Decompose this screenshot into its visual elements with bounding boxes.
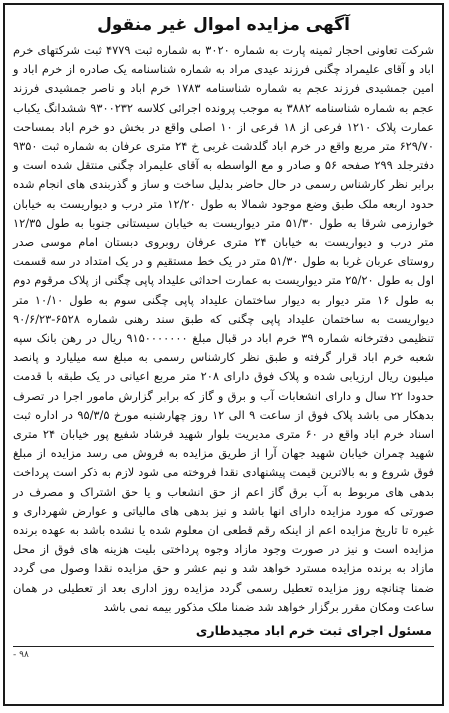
notice-body: شرکت تعاونی احجار ثمینه پارت به شماره ۳۰۲۰ به شماره ثبت ۴۷۷۹ ثبت شرکتهای خرم اباد و آقای علیمراد چگنی فرزند عیدی مراد به شماره شناسنامه یک صادره از خرم اباد و امین جمشیدی فرزند عجم به شماره شناسنامه ۱۷۸۳ خرم اباد و ناصر جمشیدی فرزند عجم به شماره شناسنامه ۳۸۸۲ به موجب پرونده اجرائی کلاسه ۹۳۰۰۲۳۲ ششدانگ یکباب عمارت پلاک ۱۲۱۰ فرعی از ۱۸ فرعی از ۱۰ اصلی واقع در بخش دو خرم اباد بمساحت ۶۲۹/۷۰ متر مربع واقع در خرم اباد گلدشت غربی خ ۲۴ متری عرفان به شماره ثبت ۹۳۵۰ دفترجلد ۲۹۹ صفحه ۵۶ و صادر و مع الواسطه به آقای علیمراد چگنی منتقل شده است و برابر نظر کارشناس رسمی در حال حاضر بدلیل ساخت و ساز و گذربندی های انجام شده حدود اربعه ملک طبق وضع موجود شمالا به طول ۱۲/۲۰ متر درب و دیواریست به خیابان خوارزمی شرقا به طول ۵۱/۳۰ متر دیواریست به خیابان سیستانی جنوبا به طول ۱۲/۳۵ متر درب و دیواریست به خیابان ۲۴ متری عرفان روبروی دبستان امام موسی صدر روستای عربان غربا به طول ۵۱/۳۰ متر در یک خط مستقیم و در یک امتداد در سه قسمت اول به طول ۲۵/۲۰ متر دیواریست به عمارت احداثی علیداد پاپی چگنی از پلاک مرقوم دوم به طول ۱۶ متر دیوار به دیوار ساختمان علیداد پاپی چگنی سوم به طول ۱۰/۱۰ متر دیواریست به ساختمان علیداد پاپی چگنی که طبق سند رهنی شماره ۶۵۲۸-۹۰/۶/۲۳ تنظیمی دفترخانه شماره ۳۹ خرم اباد در قبال مبلغ ۹۱۵۰۰۰۰۰۰۰ ریال در رهن بانک سپه شعبه خرم اباد قرار گرفته و طبق نظر کارشناس رسمی به مبلغ سه میلیارد و پانصد میلیون ریال ارزیابی شده و پلاک فوق دارای ۲۰۸ متر مربع اعیانی در یک طبقه با قدمت حدودا ۲۲ سال و دارای انشعابات آب و برق و گاز که برابر گزارش مامور اجرا در تصرف بدهکار می باشد پلاک فوق از ساعت ۹ الی ۱۲ روز چهارشنبه مورخ ۹۵/۳/۵ در اداره ثبت اسناد خرم اباد واقع در ۶۰ متری مدیریت بلوار شهید فرشاد شفیع پور خیابان ۲۴ متری شهید چمران خیابان شهید جهان آرا از طریق مزایده به فروش می رسد مزایده از مبلغ فوق شروع و به بالاترین قیمت پیشنهادی نقدا فروخته می شود لازم به ذکر است پرداخت بدهی های مربوط به آب برق گاز اعم از حق انشعاب و یا حق اشتراک و مصرف در صورتی که مورد مزایده دارای انها باشد و نیز بدهی های مالیاتی و عوارض شهرداری و غیره تا تاریخ مزایده اعم از اینکه رقم قطعی ان معلوم شده یا نشده باشد به عهده برنده مزایده است و نیز در صورت وجود مازاد وجوه پرداختی بلیت هزینه های فوق از محل مازاد به برنده مزایده مسترد خواهد شد و نیم عشر و حق مزایده نقدا وصول می گردد ضمنا چنانچه روز مزایده تعطیل رسمی گردد مزایده روز اداری بعد از تعطیلی در همان ساعت ومکان مقرر برگزار خواهد شد ضمنا ملک مذکور بیمه نمی باشد	[13, 43, 435, 614]
notice-content	[11, 9, 436, 700]
notice-signature: مسئول اجرای ثبت خرم اباد مجیدطاری	[195, 623, 432, 639]
notice-title: آگهی مزایده اموال غیر منقول	[97, 15, 350, 35]
notice-frame	[3, 3, 444, 706]
bottom-divider	[13, 646, 434, 647]
page-mark: - ۹۸	[13, 650, 29, 661]
